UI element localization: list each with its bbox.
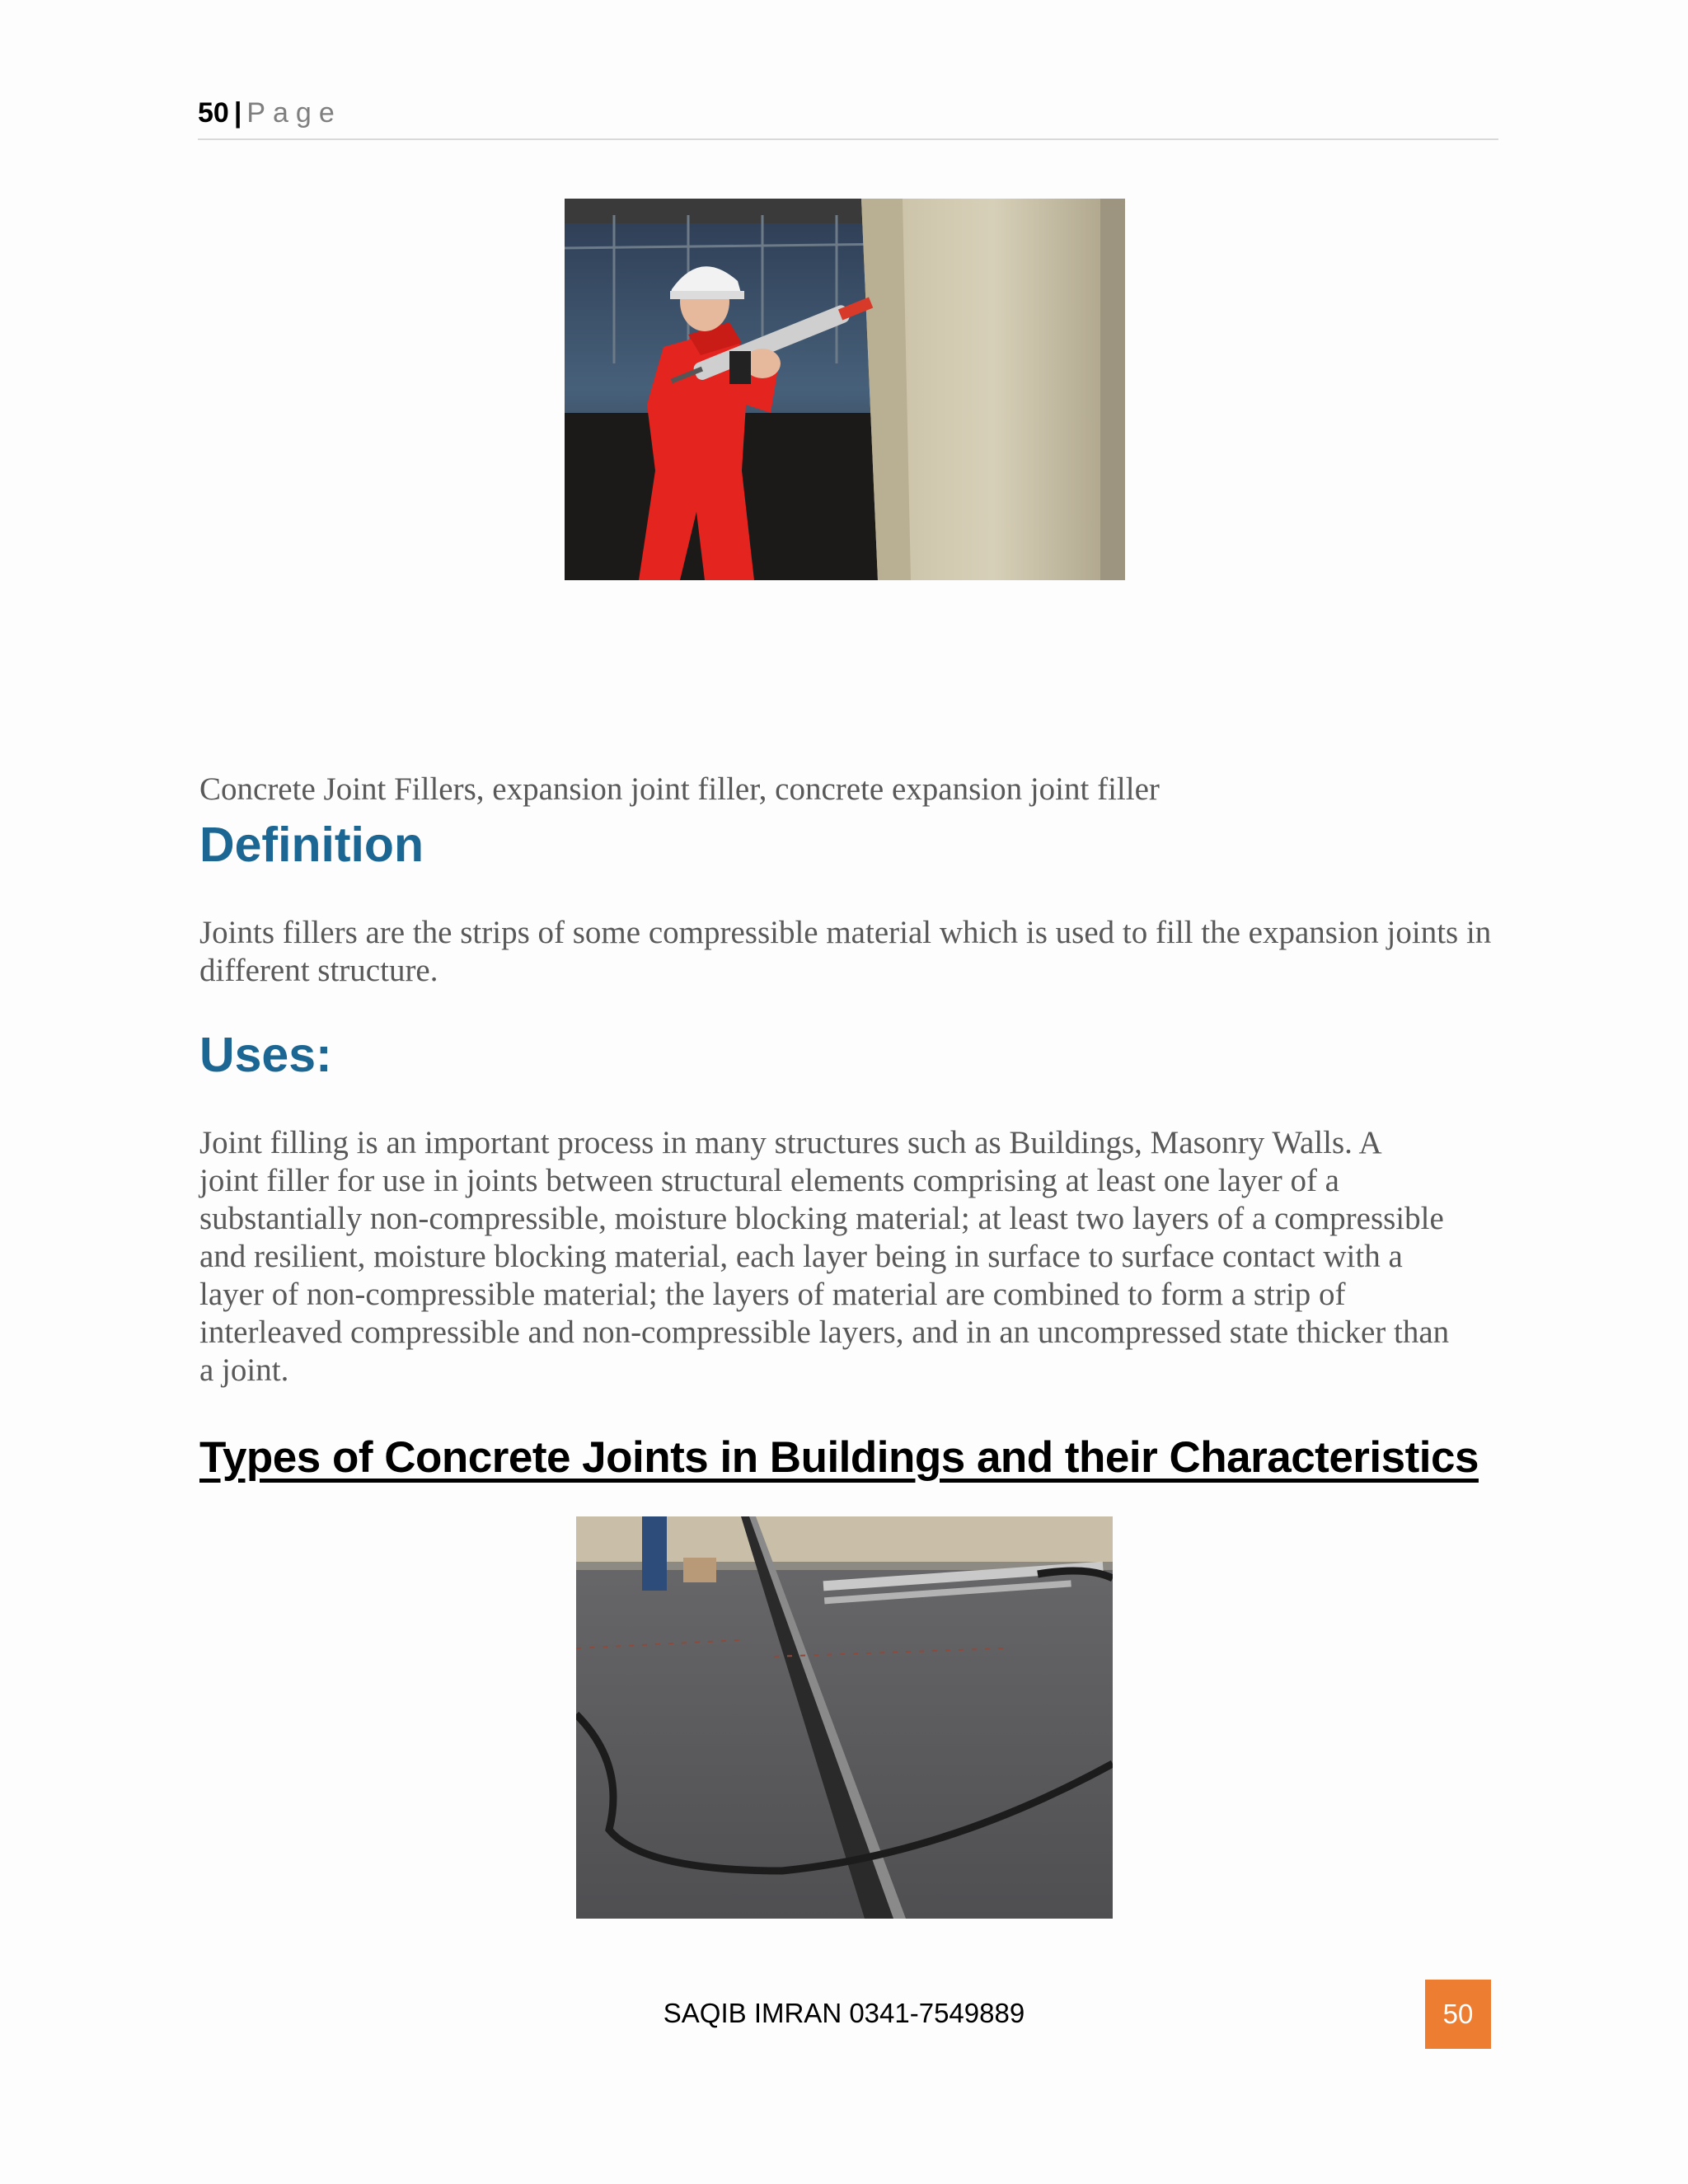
concrete-joint-floor-photo xyxy=(576,1516,1113,1919)
header-page-number: 50 xyxy=(198,97,229,129)
definition-heading: Definition xyxy=(199,818,424,872)
footer-author: SAQIB IMRAN 0341-7549889 xyxy=(663,1998,1025,2028)
uses-line: and resilient, moisture blocking material, each layer being in surface to surface contact with a xyxy=(199,1239,1403,1274)
page-header xyxy=(198,97,1498,140)
uses-line: interleaved compressible and non-compressible layers, and in an uncompressed state thicker than xyxy=(199,1315,1450,1350)
definition-text: Joints fillers are the strips of some compressible material which is used to fill the expansion joints in different structure. xyxy=(199,915,1492,988)
uses-line: substantially non-compressible, moisture blocking material; at least two layers of a compressible xyxy=(199,1201,1444,1236)
header-separator: | xyxy=(233,97,242,129)
header-page-word: Page xyxy=(246,97,342,129)
image-caption: Concrete Joint Fillers, expansion joint filler, concrete expansion joint filler xyxy=(199,771,1160,807)
uses-line: joint filler for use in joints between structural elements comprising at least one layer of a xyxy=(199,1163,1339,1198)
uses-heading: Uses: xyxy=(199,1028,332,1082)
types-heading: Types of Concrete Joints in Buildings and their Characteristics xyxy=(199,1433,1479,1482)
joint-filler-worker-photo xyxy=(565,199,1125,580)
uses-line: Joint filling is an important process in many structures such as Buildings, Masonry Walls. A xyxy=(199,1125,1382,1160)
uses-line: a joint. xyxy=(199,1352,289,1388)
uses-text xyxy=(199,1124,1518,1390)
uses-line: layer of non-compressible material; the layers of material are combined to form a strip of xyxy=(199,1277,1346,1312)
footer-page-badge: 50 xyxy=(1425,1980,1491,2049)
